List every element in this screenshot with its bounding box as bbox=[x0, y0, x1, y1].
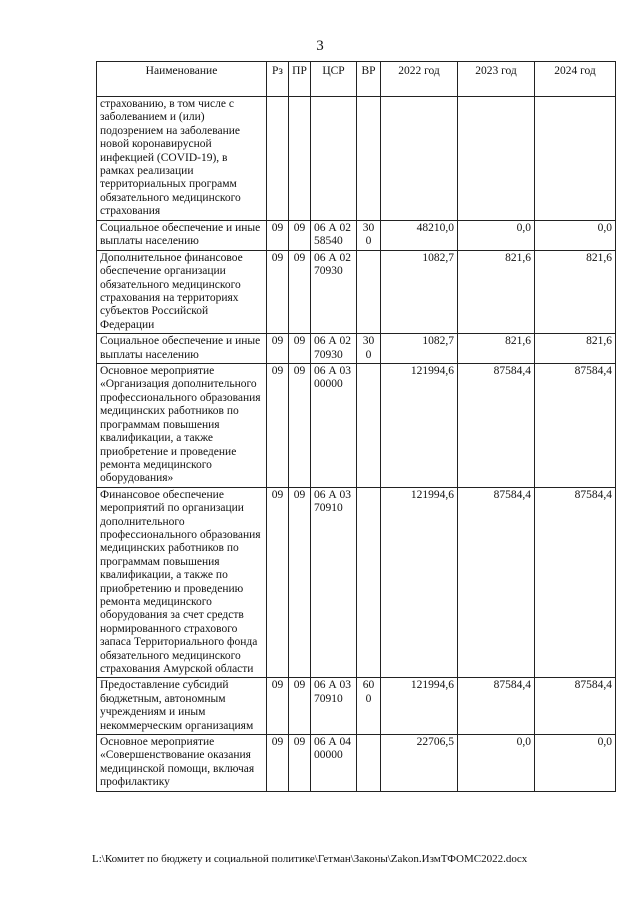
footer-file-path: L:\Комитет по бюджету и социальной политике\Гетман\Законы\Zakon.ИзмТФОМС2022.docx bbox=[92, 853, 528, 865]
header-vr: ВР bbox=[357, 62, 381, 97]
row-rz: 09 bbox=[267, 735, 289, 792]
row-vr bbox=[357, 487, 381, 678]
row-csr: 06 А 02 70930 bbox=[311, 250, 357, 333]
row-2024: 87584,4 bbox=[535, 678, 616, 735]
row-2024: 87584,4 bbox=[535, 364, 616, 488]
header-2022: 2022 год bbox=[381, 62, 458, 97]
row-2023: 87584,4 bbox=[458, 364, 535, 488]
row-2022: 48210,0 bbox=[381, 221, 458, 251]
row-pr bbox=[289, 97, 311, 221]
row-rz: 09 bbox=[267, 221, 289, 251]
row-pr: 09 bbox=[289, 364, 311, 488]
row-2022: 1082,7 bbox=[381, 334, 458, 364]
row-rz: 09 bbox=[267, 487, 289, 678]
row-name: Основное мероприятие «Совершенствование оказания медицинской помощи, включая профилактику bbox=[97, 735, 267, 792]
row-vr bbox=[357, 735, 381, 792]
row-rz: 09 bbox=[267, 678, 289, 735]
row-vr bbox=[357, 250, 381, 333]
row-2023: 0,0 bbox=[458, 735, 535, 792]
row-pr: 09 bbox=[289, 735, 311, 792]
row-vr: 600 bbox=[357, 678, 381, 735]
row-csr: 06 А 04 00000 bbox=[311, 735, 357, 792]
row-name: страхованию, в том числе с заболеванием и (или) подозрением на заболевание новой коронавирусной инфекцией (COVID-19), в рамках реализации территориальных программ обязательного медицинского страхования bbox=[97, 97, 267, 221]
row-pr: 09 bbox=[289, 334, 311, 364]
header-csr: ЦСР bbox=[311, 62, 357, 97]
table-row bbox=[97, 487, 616, 678]
row-name: Социальное обеспечение и иные выплаты населению bbox=[97, 334, 267, 364]
row-2024: 821,6 bbox=[535, 334, 616, 364]
row-2023: 0,0 bbox=[458, 221, 535, 251]
row-vr: 300 bbox=[357, 221, 381, 251]
row-name: Социальное обеспечение и иные выплаты населению bbox=[97, 221, 267, 251]
table-row bbox=[97, 678, 616, 735]
row-vr bbox=[357, 364, 381, 488]
row-2022: 121994,6 bbox=[381, 487, 458, 678]
row-2023: 821,6 bbox=[458, 250, 535, 333]
row-2023: 821,6 bbox=[458, 334, 535, 364]
header-rz: Рз bbox=[267, 62, 289, 97]
table-row bbox=[97, 735, 616, 792]
row-csr: 06 А 03 70910 bbox=[311, 487, 357, 678]
page-number: 3 bbox=[316, 38, 324, 54]
row-csr: 06 А 03 00000 bbox=[311, 364, 357, 488]
row-rz bbox=[267, 97, 289, 221]
row-2022 bbox=[381, 97, 458, 221]
row-pr: 09 bbox=[289, 487, 311, 678]
row-rz: 09 bbox=[267, 364, 289, 488]
row-2024: 0,0 bbox=[535, 735, 616, 792]
row-name: Предоставление субсидий бюджетным, автономным учреждениям и иным некоммерческим организациям bbox=[97, 678, 267, 735]
row-vr bbox=[357, 97, 381, 221]
row-2024: 821,6 bbox=[535, 250, 616, 333]
row-2024: 0,0 bbox=[535, 221, 616, 251]
row-2022: 22706,5 bbox=[381, 735, 458, 792]
row-csr bbox=[311, 97, 357, 221]
row-pr: 09 bbox=[289, 250, 311, 333]
row-csr: 06 А 02 58540 bbox=[311, 221, 357, 251]
table-row bbox=[97, 250, 616, 333]
header-2023: 2023 год bbox=[458, 62, 535, 97]
row-2024 bbox=[535, 97, 616, 221]
table-header-row bbox=[97, 62, 616, 97]
row-csr: 06 А 02 70930 bbox=[311, 334, 357, 364]
table-row bbox=[97, 364, 616, 488]
row-2023: 87584,4 bbox=[458, 678, 535, 735]
row-vr: 300 bbox=[357, 334, 381, 364]
row-name: Дополнительное финансовое обеспечение организации обязательного медицинского страхования на территориях субъектов Российской Федерации bbox=[97, 250, 267, 333]
header-name: Наименование bbox=[97, 62, 267, 97]
header-pr: ПР bbox=[289, 62, 311, 97]
row-2023 bbox=[458, 97, 535, 221]
row-name: Финансовое обеспечение мероприятий по организации дополнительного профессионального образования медицинских работников по программам повышения квалификации, а также по приобретению и проведению ремонта медицинского оборудования за счет средств нормированного страхового запаса Территориального фонда обязательного медицинского страхования Амурской области bbox=[97, 487, 267, 678]
row-pr: 09 bbox=[289, 221, 311, 251]
row-rz: 09 bbox=[267, 250, 289, 333]
row-name: Основное мероприятие «Организация дополнительного профессионального образования медицинских работников по программам повышения квалификации, а также приобретение и проведение ремонта медицинского оборудования» bbox=[97, 364, 267, 488]
row-pr: 09 bbox=[289, 678, 311, 735]
budget-table bbox=[96, 61, 616, 792]
header-2024: 2024 год bbox=[535, 62, 616, 97]
row-2022: 121994,6 bbox=[381, 364, 458, 488]
table-row bbox=[97, 97, 616, 221]
table-row bbox=[97, 334, 616, 364]
row-2022: 121994,6 bbox=[381, 678, 458, 735]
row-rz: 09 bbox=[267, 334, 289, 364]
row-csr: 06 А 03 70910 bbox=[311, 678, 357, 735]
row-2024: 87584,4 bbox=[535, 487, 616, 678]
table-row bbox=[97, 221, 616, 251]
row-2023: 87584,4 bbox=[458, 487, 535, 678]
row-2022: 1082,7 bbox=[381, 250, 458, 333]
